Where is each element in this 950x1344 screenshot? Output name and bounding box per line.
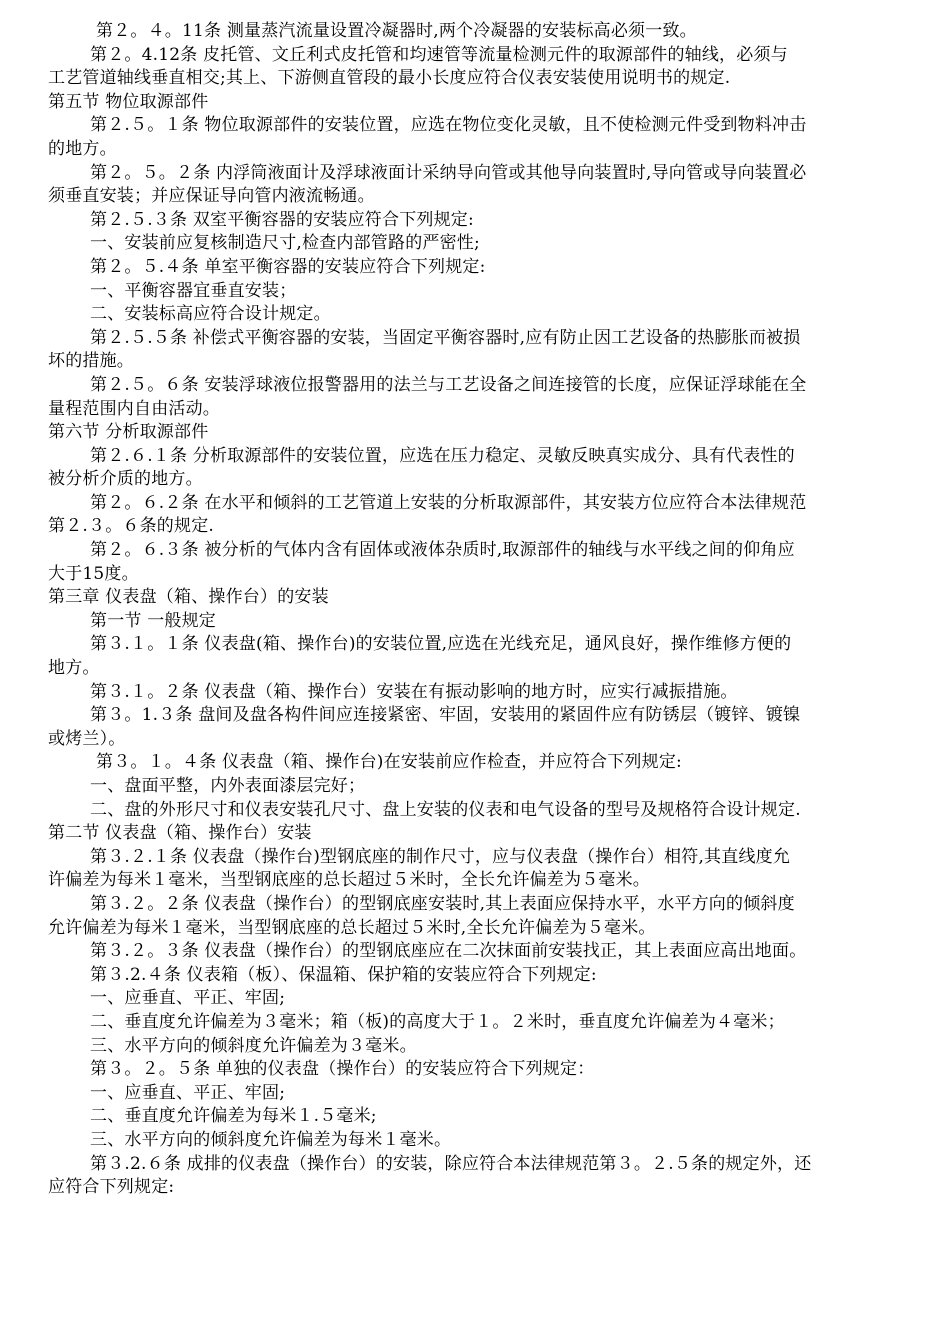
section-heading: 第一节 一般规定 xyxy=(90,610,217,631)
text-line: 第３.２.１条 仪表盘（操作台)型钢底座的制作尺寸，应与仪表盘（操作台）相符,其直线度允 xyxy=(90,846,791,867)
text-line: 一、盘面平整，内外表面漆层完好； xyxy=(90,776,366,796)
document-page xyxy=(48,20,902,1200)
text-line: 第２。６.３条 被分析的气体内含有固体或液体杂质时,取源部件的轴线与水平线之间的仰角应 xyxy=(90,540,795,561)
text-line: 第２.６.１条 分析取源部件的安装位置，应选在压力稳定、灵敏反映真实成分、具有代表性的 xyxy=(90,445,795,466)
text-line: 第２。５.４条 单室平衡容器的安装应符合下列规定: xyxy=(90,256,486,277)
text-line: 第３。１。４条 仪表盘（箱、操作台)在安装前应作检查，并应符合下列规定: xyxy=(96,752,682,773)
text-line: 二、盘的外形尺寸和仪表安装孔尺寸、盘上安装的仪表和电气设备的型号及规格符合设计规定. xyxy=(90,799,801,820)
text-line: 许偏差为每米１毫米，当型钢底座的总长超过５米时，全长允许偏差为５毫米。 xyxy=(48,870,650,891)
text-line: 被分析介质的地方。 xyxy=(48,469,203,490)
chapter-heading: 第三章 仪表盘（箱、操作台）的安装 xyxy=(48,587,329,608)
text-line: 第２。６.２条 在水平和倾斜的工艺管道上安装的分析取源部件，其安装方位应符合本法律规范 xyxy=(90,492,807,513)
text-line: 二、垂直度允许偏差为３毫米；箱（板)的高度大于１。２米时，垂直度允许偏差为４毫米； xyxy=(90,1011,785,1032)
text-line: 地方。 xyxy=(48,658,100,679)
text-line: 坏的措施。 xyxy=(48,351,134,372)
text-line: 第３.２。２条 仪表盘（操作台）的型钢底座安装时,其上表面应保持水平，水平方向的倾斜度 xyxy=(90,893,795,914)
text-line: 第３.2.４条 仪表箱（板）、保温箱、保护箱的安装应符合下列规定: xyxy=(90,964,597,985)
text-line: 第２.５。６条 安装浮球液位报警器用的法兰与工艺设备之间连接管的长度，应保证浮球能在全 xyxy=(90,374,807,395)
text-line: 或烤兰）。 xyxy=(48,728,126,749)
text-line: 第３。２。５条 单独的仪表盘（操作台）的安装应符合下列规定： xyxy=(90,1059,595,1080)
text-line: 的地方。 xyxy=(48,138,117,159)
text-line: 第２。4.12条 皮托管、文丘利式皮托管和均速管等流量检测元件的取源部件的轴线，必须与 xyxy=(90,44,788,65)
text-line: 量程范围内自由活动。 xyxy=(48,398,220,419)
text-line: 第３.２。３条 仪表盘（操作台）的型钢底座应在二次抹面前安装找正，其上表面应高出地面。 xyxy=(90,941,807,962)
text-line: 第２.５.５条 补偿式平衡容器的安装，当固定平衡容器时,应有防止因工艺设备的热膨胀而被损 xyxy=(90,327,801,348)
text-line: 一、应垂直、平正、牢固; xyxy=(90,1082,286,1103)
text-line: 一、平衡容器宜垂直安装； xyxy=(90,280,297,301)
text-line: 第２.５。１条 物位取源部件的安装位置，应选在物位变化灵敏，且不使检测元件受到物料冲击 xyxy=(90,115,807,136)
text-line: 工艺管道轴线垂直相交;其上、下游侧直管段的最小长度应符合仪表安装使用说明书的规定. xyxy=(48,68,731,89)
text-line: 第２。４。11条 测量蒸汽流量设置冷凝器时,两个冷凝器的安装标高必须一致。 xyxy=(96,21,697,41)
text-line: 三、水平方向的倾斜度允许偏差为每米１毫米。 xyxy=(90,1129,452,1150)
text-line: 第３。1.３条 盘间及盘各构件间应连接紧密、牢固，安装用的紧固件应有防锈层（镀锌、镀镍 xyxy=(90,705,801,726)
text-line: 允许偏差为每米１毫米，当型钢底座的总长超过５米时,全长允许偏差为５毫米。 xyxy=(48,917,656,938)
text-line: 一、应垂直、平正、牢固; xyxy=(90,988,286,1009)
text-line: 二、安装标高应符合设计规定。 xyxy=(90,304,331,325)
text-line: 第２.３。６条的规定. xyxy=(48,516,215,537)
section-heading: 第二节 仪表盘（箱、操作台）安装 xyxy=(48,823,312,844)
text-line: 第３.2.６条 成排的仪表盘（操作台）的安装，除应符合本法律规范第３。２.５条的规定外，还 xyxy=(90,1153,812,1174)
text-line: 第３.１。１条 仪表盘(箱、操作台)的安装位置,应选在光线充足，通风良好，操作维修方便的 xyxy=(90,634,792,655)
text-line: 二、垂直度允许偏差为每米１.５毫米; xyxy=(90,1106,377,1127)
section-heading: 第五节 物位取源部件 xyxy=(48,91,209,112)
text-line: 第３.１。２条 仪表盘（箱、操作台）安装在有振动影响的地方时，应实行减振措施。 xyxy=(90,681,738,702)
text-line: 三、水平方向的倾斜度允许偏差为３毫米。 xyxy=(90,1035,417,1056)
text-line: 第２。５。２条 内浮筒液面计及浮球液面计采纳导向管或其他导向装置时,导向管或导向装置必 xyxy=(90,162,807,183)
text-line: 应符合下列规定: xyxy=(48,1177,175,1198)
text-line: 第２.５.３条 双室平衡容器的安装应符合下列规定: xyxy=(90,209,474,230)
section-heading: 第六节 分析取源部件 xyxy=(48,422,209,443)
text-line: 大于15度。 xyxy=(48,563,139,584)
text-line: 一、安装前应复核制造尺寸,检查内部管路的严密性; xyxy=(90,233,480,254)
text-line: 须垂直安装；并应保证导向管内液流畅通。 xyxy=(48,186,375,207)
